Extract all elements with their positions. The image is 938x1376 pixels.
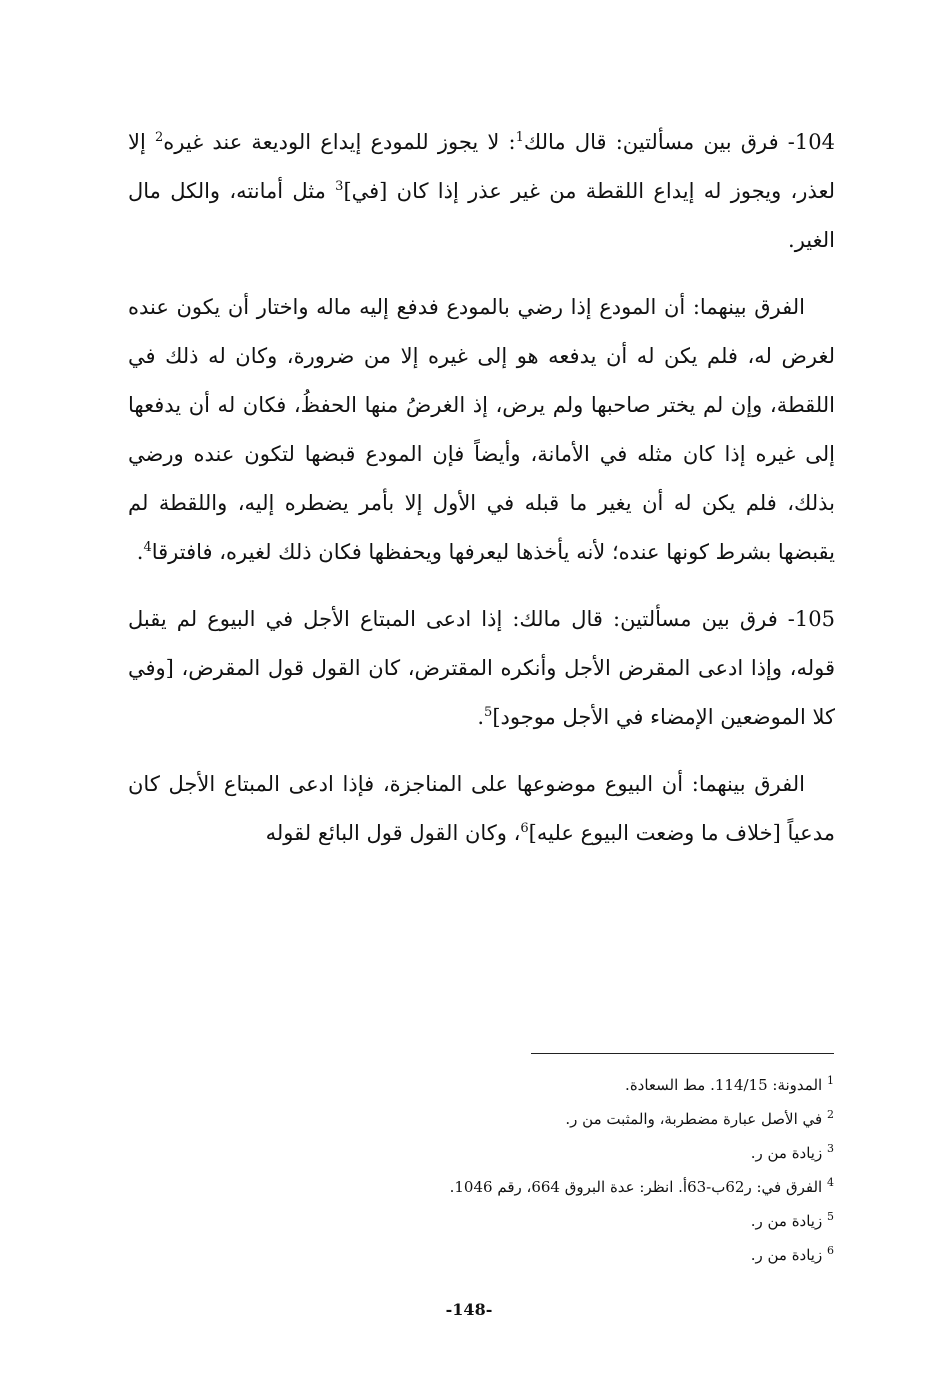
footnote-ref[interactable]: 5 xyxy=(484,705,493,720)
footnote-text: زيادة من ر. xyxy=(750,1212,823,1230)
footnote-5 xyxy=(274,1204,834,1238)
footnote-4 xyxy=(274,1170,834,1204)
footnote-number: 2 xyxy=(827,1108,834,1121)
footnote-ref[interactable]: 2 xyxy=(154,130,164,145)
paragraph-number: 104 xyxy=(794,130,835,154)
footnote-6 xyxy=(274,1238,834,1272)
footnote-text: في الأصل عبارة مضطربة، والمثبت من ر. xyxy=(565,1110,823,1128)
paragraph-number: 105 xyxy=(794,607,835,631)
footnote-number: 6 xyxy=(827,1244,834,1257)
footnote-2 xyxy=(274,1102,834,1136)
footnote-3 xyxy=(274,1136,834,1170)
paragraph-gap xyxy=(128,742,835,760)
main-text xyxy=(128,118,835,858)
footnote-ref[interactable]: 4 xyxy=(143,540,152,555)
paragraph-gap xyxy=(128,577,835,595)
paragraph-difference-104: الفرق بينهما: أن المودع إذا رضي بالمودع فدفع إليه ماله واختار أن يكون عنده لغرض له، فلم يكن له أن يدفعه هو إلى غيره إلا من ضرورة، وكان له ذلك في اللقطة، وإن لم يختر صاحبها ولم يرض، إذ الغرضُ منها الحفظُ، فكان له أن يدفعها إلى غيره إذا كان مثله في الأمانة، وأيضاً فإن المودع قبضها لتكون عنده ورضي بذلك، فلم يكن له أن يغير ما قبله في الأول إلا بأمر يضطره إليه، واللقطة لم يقبضها بشرط كونها عنده؛ لأنه يأخذها ليعرفها ويحفظها فكان ذلك لغيره، فافترقا$^4$. xyxy=(128,295,835,564)
footnote-text: زيادة من ر. xyxy=(750,1246,823,1264)
paragraph-105: 105- فرق بين مسألتين: قال مالك: إذا ادعى المبتاع الأجل في البيوع لم يقبل قوله، وإذا ادعى المقرض الأجل وأنكره المقترض، كان القول قول المقرض، [وفي كلا الموضعين الإمضاء في الأجل موجود]$^5$. xyxy=(128,607,835,729)
footnote-ref[interactable]: 1 xyxy=(515,130,524,145)
footnote-1 xyxy=(274,1068,834,1102)
paragraph-104: 104- فرق بين مسألتين: قال مالك$^1$: لا يجوز للمودع إيداع الوديعة عند غيره$^2$ إلا لعذر، ويجوز له إيداع اللقطة من غير عذر إذا كان [في]$^3$ مثل أمانته، والكل مال الغير. xyxy=(128,130,836,252)
footnote-ref[interactable]: 3 xyxy=(335,179,344,194)
footnote-text: زيادة من ر. xyxy=(750,1144,823,1162)
footnote-number: 5 xyxy=(827,1210,834,1223)
paragraph-gap xyxy=(128,265,835,283)
footnote-text: المدونة: 114/15. مط السعادة. xyxy=(625,1076,823,1094)
footnote-number: 4 xyxy=(827,1176,834,1189)
footnote-text: الفرق في: ر62ب-63أ. انظر: عدة البروق 664، رقم 1046. xyxy=(449,1178,823,1196)
footnote-number: 1 xyxy=(827,1074,834,1087)
page-number: -148- xyxy=(445,1300,493,1319)
paragraph-difference-105: الفرق بينهما: أن البيوع موضوعها على المناجزة، فإذا ادعى المبتاع الأجل كان مدعياً [خلاف ما وضعت البيوع عليه]$^6$، وكان القول قول البائع لقوله xyxy=(128,772,835,845)
footnote-separator xyxy=(531,1053,834,1054)
footnote-number: 3 xyxy=(827,1142,834,1155)
footnotes xyxy=(274,1068,834,1272)
footnote-ref[interactable]: 6 xyxy=(520,821,529,836)
